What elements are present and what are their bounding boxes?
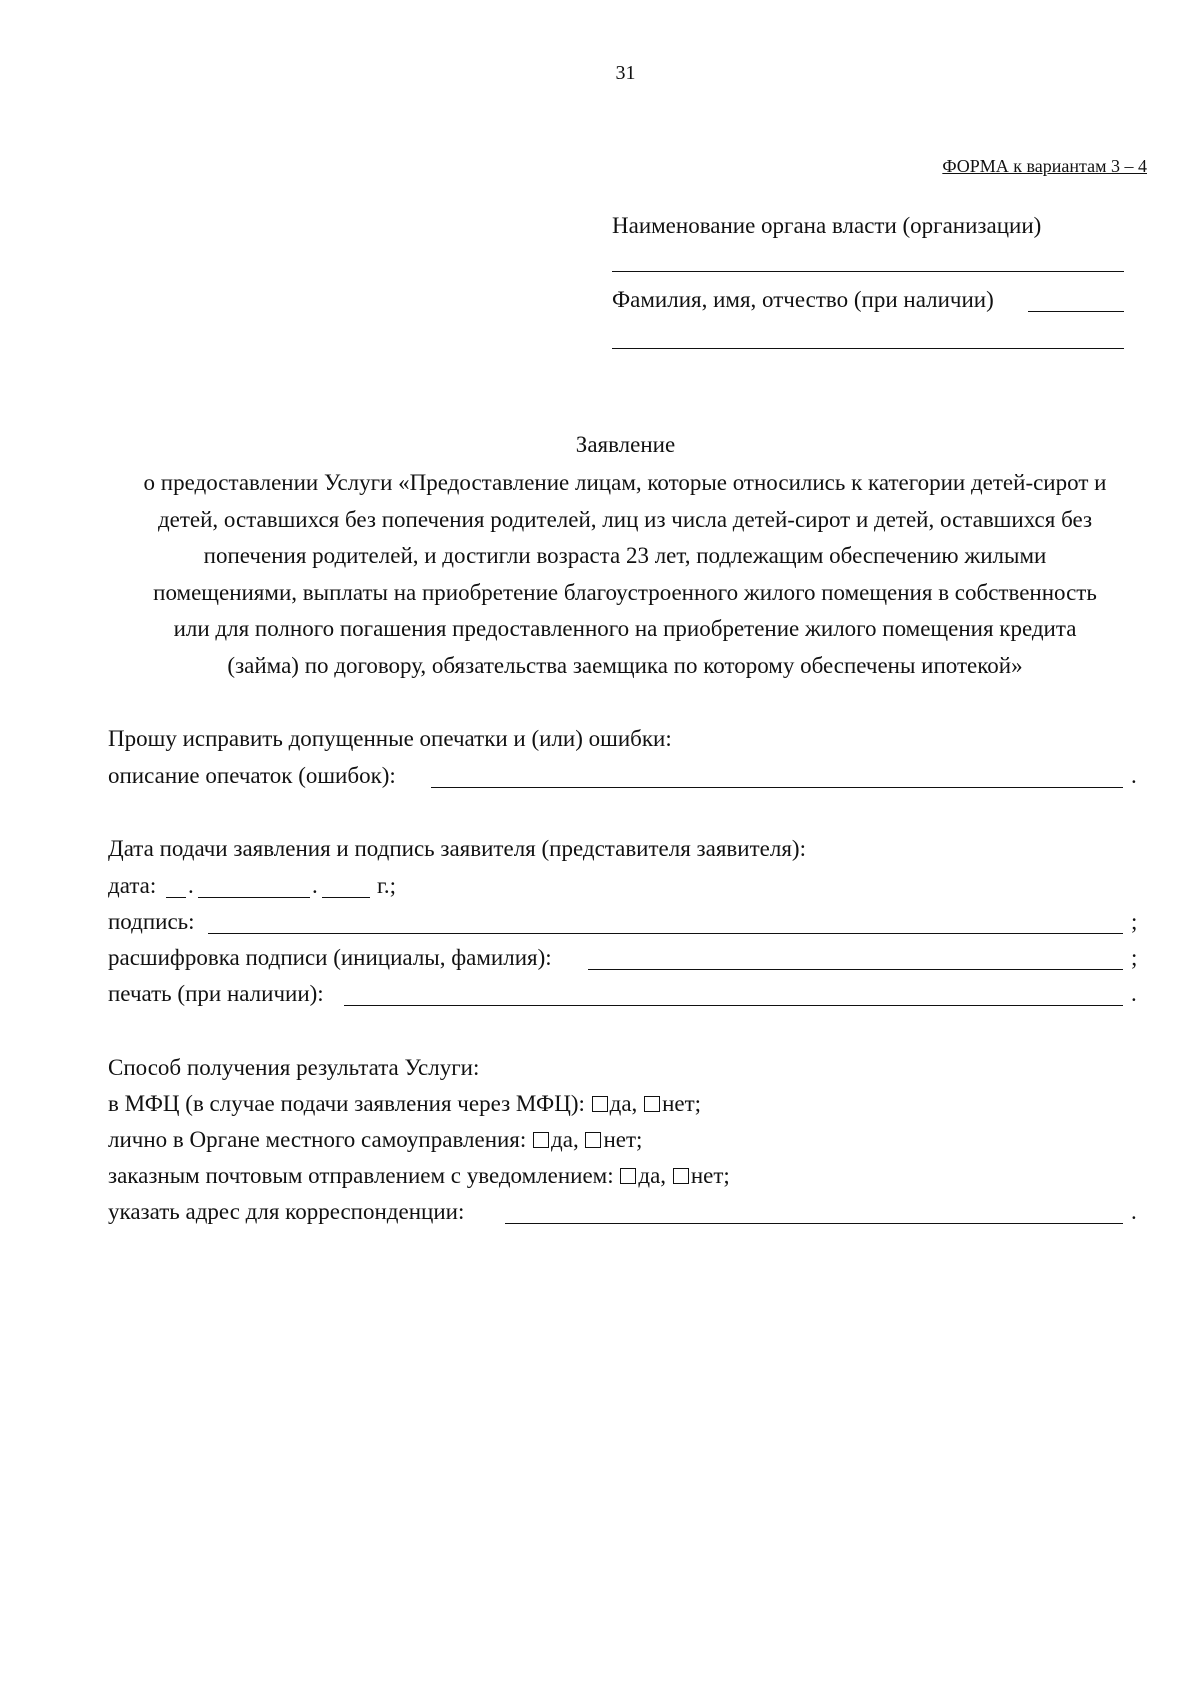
correction-description-end: . (1131, 763, 1137, 788)
date-suffix: г.; (377, 873, 396, 898)
date-month-field[interactable] (198, 897, 310, 898)
result-option-label: лично в Органе местного самоуправления: (108, 1127, 527, 1152)
address-label: указать адрес для корреспонденции: (108, 1199, 465, 1224)
signing-heading: Дата подачи заявления и подпись заявителя (представителя заявителя): (108, 836, 806, 861)
signature-decoding-label: расшифровка подписи (инициалы, фамилия): (108, 945, 552, 970)
yes-label: да, (609, 1091, 638, 1116)
address-field[interactable] (505, 1223, 1123, 1224)
date-separator: . (312, 873, 318, 898)
date-separator: . (188, 873, 194, 898)
subtitle-line: о предоставлении Услуги «Предоставление лицам, которые относились к категории детей-сирот и (143, 470, 1107, 495)
form-reference: ФОРМА к вариантам 3 – 4 (942, 156, 1147, 176)
no-label: нет; (662, 1091, 702, 1116)
no-label: нет; (603, 1127, 643, 1152)
fio-field[interactable] (612, 348, 1124, 349)
org-name-label: Наименование органа власти (организации) (612, 213, 1042, 238)
result-option-registered-mail (108, 1163, 730, 1189)
subtitle-line: помещениями, выплаты на приобретение благоустроенного жилого помещения в собственность (153, 579, 1097, 605)
document-subtitle (100, 465, 1150, 684)
page-number: 31 (615, 62, 636, 84)
result-heading: Способ получения результата Услуги: (108, 1055, 480, 1080)
subtitle-line: детей, оставшихся без попечения родителей, лиц из числа детей-сирот и детей, оставшихся без (157, 506, 1093, 532)
yes-label: да, (551, 1127, 579, 1152)
fio-label: Фамилия, имя, отчество (при наличии) (612, 287, 994, 312)
signature-decoding-end: ; (1131, 945, 1138, 970)
subtitle-line: (займа) по договору, обязательства заемщика по которому обеспечены ипотекой» (227, 652, 1023, 678)
no-checkbox[interactable] (644, 1096, 660, 1112)
no-label: нет; (690, 1163, 730, 1188)
subtitle-line: или для полного погашения предоставленного на приобретение жилого помещения кредита (173, 616, 1077, 641)
address-end: . (1131, 1199, 1137, 1224)
result-option-mfc (108, 1091, 701, 1117)
no-checkbox[interactable] (673, 1168, 689, 1184)
signature-decoding-field[interactable] (588, 969, 1123, 970)
date-day-field[interactable] (166, 897, 186, 898)
signature-end: ; (1131, 909, 1138, 934)
signature-field[interactable] (208, 933, 1123, 934)
document-title: Заявление (575, 432, 676, 457)
result-option-label: заказным почтовым отправлением с уведомлением: (108, 1163, 614, 1188)
seal-end: . (1131, 981, 1137, 1006)
yes-checkbox[interactable] (592, 1096, 608, 1112)
org-name-field[interactable] (612, 271, 1124, 272)
date-year-field[interactable] (322, 897, 370, 898)
yes-checkbox[interactable] (533, 1132, 549, 1148)
fio-field-inline[interactable] (1028, 311, 1124, 312)
seal-field[interactable] (344, 1005, 1123, 1006)
yes-label: да, (638, 1163, 667, 1188)
no-checkbox[interactable] (585, 1132, 601, 1148)
correction-description-label: описание опечаток (ошибок): (108, 763, 396, 788)
yes-checkbox[interactable] (620, 1168, 636, 1184)
signature-label: подпись: (108, 909, 195, 934)
result-option-local-authority (108, 1127, 642, 1153)
date-label: дата: (108, 873, 157, 898)
result-option-label: в МФЦ (в случае подачи заявления через МФЦ): (108, 1091, 585, 1116)
subtitle-line: попечения родителей, и достигли возраста 23 лет, подлежащим обеспечению жилыми (203, 543, 1047, 568)
seal-label: печать (при наличии): (108, 981, 324, 1006)
correction-description-field[interactable] (431, 787, 1123, 788)
correction-request: Прошу исправить допущенные опечатки и (или) ошибки: (108, 726, 672, 751)
